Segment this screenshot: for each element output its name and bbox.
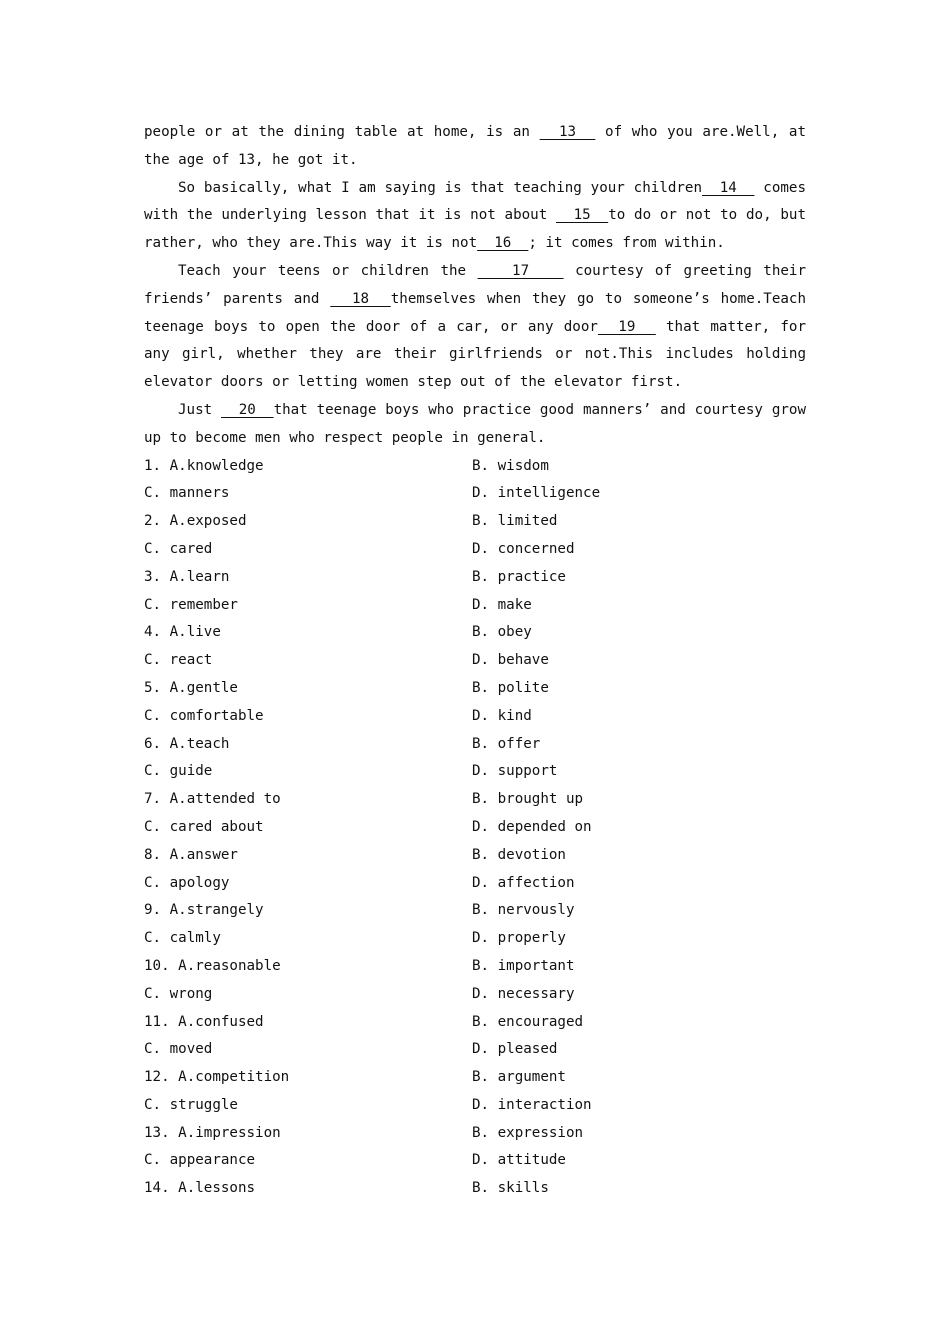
option-row <box>144 981 806 1009</box>
option-right: B. expression <box>472 1124 584 1141</box>
blank-16: 16 <box>477 235 529 252</box>
option-right: D. support <box>472 763 558 780</box>
passage-paragraph-2 <box>144 175 806 258</box>
passage-text: that teenage boys who practice good manners’ and courtesy grow up to become men who respect people in general. <box>144 401 806 446</box>
option-right: B. polite <box>472 679 549 696</box>
option-left: C. cared <box>144 540 213 557</box>
passage-paragraph-3 <box>144 258 806 397</box>
blank-18: 18 <box>330 290 391 307</box>
option-row <box>144 1064 806 1092</box>
option-right: B. wisdom <box>472 457 549 474</box>
blank-13: 13 <box>539 124 596 140</box>
option-row <box>144 480 806 508</box>
option-left: C. apology <box>144 874 230 891</box>
option-right: B. limited <box>472 513 558 530</box>
option-row <box>144 897 806 925</box>
option-row <box>144 1092 806 1120</box>
option-right: D. pleased <box>472 1041 558 1058</box>
option-row <box>144 786 806 814</box>
blank-19: 19 <box>597 318 656 335</box>
option-right: B. encouraged <box>472 1013 584 1030</box>
option-row <box>144 647 806 675</box>
option-right: D. intelligence <box>472 485 601 502</box>
option-row <box>144 870 806 898</box>
option-left: 1. A.knowledge <box>144 457 264 474</box>
option-right: D. depended on <box>472 818 592 835</box>
option-left: C. comfortable <box>144 707 264 724</box>
option-right: B. practice <box>472 568 566 585</box>
option-left: 4. A.live <box>144 624 221 641</box>
option-row <box>144 731 806 759</box>
option-row <box>144 842 806 870</box>
option-left: C. remember <box>144 596 238 613</box>
option-left: 8. A.answer <box>144 846 238 863</box>
option-left: 7. A.attended to <box>144 791 281 808</box>
passage-paragraph-4 <box>144 397 806 453</box>
option-right: B. offer <box>472 735 541 752</box>
option-left: 10. A.reasonable <box>144 957 281 974</box>
passage-text: people or at the dining table at home, is an <box>144 124 540 140</box>
passage-text: So basically, what I am saying is that teaching your children <box>178 179 703 196</box>
passage-text: that matter, for any girl, whether they are their girlfriends or not.This includes holding elevator doors or letting women step out of the elevator first. <box>144 318 807 391</box>
option-left: C. appearance <box>144 1152 256 1169</box>
passage-text: Teach your teens or children the <box>178 262 478 279</box>
option-row <box>144 619 806 647</box>
option-right: D. make <box>472 596 532 613</box>
option-left: C. cared about <box>144 818 264 835</box>
option-left: C. react <box>144 652 213 669</box>
option-left: 2. A.exposed <box>144 513 247 530</box>
option-row <box>144 758 806 786</box>
document-page <box>144 119 806 1203</box>
passage-text: Just <box>178 401 222 418</box>
passage-text: courtesy of greeting their friends’ parents and <box>144 262 807 307</box>
option-left: 9. A.strangely <box>144 902 264 919</box>
option-left: 5. A.gentle <box>144 679 238 696</box>
blank-15: 15 <box>556 207 609 224</box>
option-left: 12. A.competition <box>144 1069 290 1086</box>
option-row <box>144 814 806 842</box>
option-right: B. nervously <box>472 902 575 919</box>
option-left: C. moved <box>144 1041 213 1058</box>
option-row <box>144 1147 806 1175</box>
blank-20: 20 <box>221 401 274 418</box>
option-right: B. devotion <box>472 846 566 863</box>
option-left: 14. A.lessons <box>144 1180 256 1197</box>
option-row <box>144 564 806 592</box>
option-right: B. important <box>472 957 575 974</box>
option-row <box>144 592 806 620</box>
option-left: 3. A.learn <box>144 568 230 585</box>
option-left: C. calmly <box>144 930 221 947</box>
passage-text: themselves when they go to someone’s home.Teach teenage boys to open the door of a car, or any door <box>144 290 806 335</box>
option-right: D. concerned <box>472 540 575 557</box>
option-right: B. skills <box>472 1180 549 1197</box>
option-left: C. wrong <box>144 985 213 1002</box>
option-row <box>144 536 806 564</box>
option-left: C. manners <box>144 485 230 502</box>
option-row <box>144 1175 806 1203</box>
option-right: D. kind <box>472 707 532 724</box>
option-left: C. guide <box>144 763 213 780</box>
blank-14: 14 <box>702 179 755 196</box>
passage-paragraph-1 <box>144 119 806 175</box>
option-left: 6. A.teach <box>144 735 230 752</box>
option-right: B. obey <box>472 624 532 641</box>
option-right: D. properly <box>472 930 566 947</box>
option-row <box>144 508 806 536</box>
option-right: D. behave <box>472 652 549 669</box>
option-left: C. struggle <box>144 1096 238 1113</box>
option-row <box>144 953 806 981</box>
option-row <box>144 925 806 953</box>
passage-text: of who you are.Well, at the age of 13, he got it. <box>144 124 806 168</box>
answer-options-list <box>144 453 806 1204</box>
passage-text: to do or not to do, but rather, who they are.This way it is not <box>144 207 806 252</box>
option-right: B. argument <box>472 1069 566 1086</box>
passage-text: comes with the underlying lesson that it is not about <box>144 179 806 224</box>
option-left: 13. A.impression <box>144 1124 281 1141</box>
option-right: B. brought up <box>472 791 584 808</box>
option-right: D. interaction <box>472 1096 592 1113</box>
option-right: D. necessary <box>472 985 575 1002</box>
option-row <box>144 1036 806 1064</box>
option-row <box>144 1009 806 1037</box>
option-left: 11. A.confused <box>144 1013 264 1030</box>
option-right: D. attitude <box>472 1152 566 1169</box>
option-right: D. affection <box>472 874 575 891</box>
passage-text: ; it comes from within. <box>528 235 725 252</box>
option-row <box>144 453 806 481</box>
option-row <box>144 1120 806 1148</box>
blank-17: 17 <box>477 262 564 279</box>
option-row <box>144 703 806 731</box>
option-row <box>144 675 806 703</box>
